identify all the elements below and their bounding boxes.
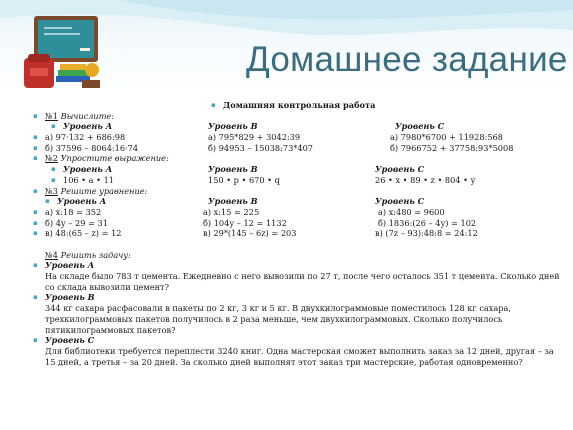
- task3-row: ▪ в) 48:(65 – z) = 12 в) 29*(145 – 6z) = 203 в) (7z – 93):48:8 = 24:12: [45, 228, 565, 239]
- task3-row: ▪ б) 4у – 29 = 31 б) 104у – 12 = 1132 б) 1836:(26 – 4у) = 102: [45, 218, 565, 229]
- page-title: Домашнее задание: [246, 40, 568, 79]
- task1-row: ▪ б) 37596 – 8064:16·74 б) 94953 – 15038:73*407 б) 7966752 + 37758:93*5008: [45, 143, 565, 154]
- task3-row: ▪ а) х:18 = 352 а) х:15 = 225 а) х:480 = 9600: [45, 207, 565, 218]
- task2-number: №2: [45, 153, 58, 164]
- task2-row: ▪ 106 • а • 11 150 • р • 670 • q 26 • х • 89 • z • 804 • у: [45, 175, 565, 186]
- homework-content: [45, 100, 565, 367]
- task4-label: Решить задачу:: [60, 249, 131, 260]
- task2-levels: ▪ Уровень А Уровень В Уровень С: [45, 164, 565, 175]
- task4-problem-c: Для библиотеки требуется переплести 3240 книг. Одна мастерская сможет выполнить заказ за 12 дней, другая – за 15 дней, а третья – за 20 дней. За сколько дней выполнят этот заказ три мастерские, работая одновременно?: [45, 345, 554, 367]
- task1-heading: [45, 111, 565, 122]
- subtitle: ▪ Домашняя контрольная работа: [223, 100, 375, 111]
- task1-level-a: ▪ Уровень А: [63, 121, 112, 132]
- task1-level-c: Уровень С: [395, 121, 445, 132]
- task4-number: №4: [45, 249, 58, 260]
- task2-label: Упростите выражение:: [60, 153, 169, 164]
- task3-number: №3: [45, 185, 58, 196]
- task4-level-b: ▪ Уровень В: [45, 292, 565, 303]
- subtitle-row: [45, 100, 565, 111]
- task1-label: Вычислите:: [60, 110, 115, 121]
- task3-heading: [45, 186, 565, 197]
- task4-heading: [45, 250, 565, 261]
- task3-label: Решите уравнение:: [60, 185, 148, 196]
- task4-level-a: ▪ Уровень А: [45, 260, 565, 271]
- task1-row: ▪ а) 97·132 + 686:98 а) 795*829 + 3042:39 а) 7980*6700 + 11928:568: [45, 132, 565, 143]
- task1-levels: [45, 121, 565, 132]
- task4-problem-b: 344 кг сахара расфасовали в пакеты по 2 кг, 3 кг и 5 кг. В двухкилограммовые поместилось 128 кг сахара, трехкилограммовых пакетов получилось в 2 раза меньше, чем двухкилограммовых. Сколько получилось пятикилограммовых пакетов?: [45, 303, 512, 335]
- school-board-icon: [22, 14, 102, 92]
- task1-number: №1: [45, 110, 58, 121]
- task3-levels: ▪ Уровень А Уровень В Уровень С: [45, 196, 565, 207]
- task4-level-c: ▪ Уровень С: [45, 335, 565, 346]
- task1-level-b: Уровень В: [208, 121, 258, 132]
- task2-heading: [45, 153, 565, 164]
- task4-problem-a: На складе было 783 т цемента. Ежедневно с него вывозили по 27 т, после чего осталось 351 т цемента. Сколько дней со склада вывозили цемент?: [45, 271, 560, 292]
